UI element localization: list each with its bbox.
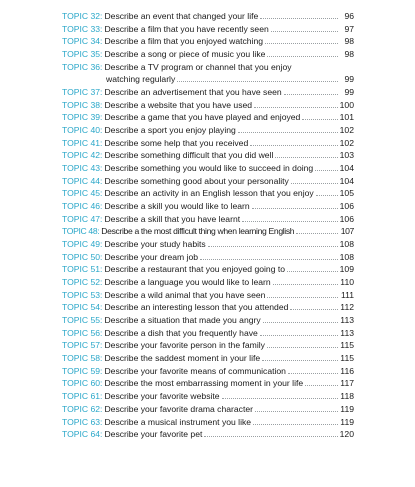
toc-entry-59[interactable] [62, 365, 354, 378]
toc-entry-54[interactable] [62, 301, 354, 314]
dot-leader [204, 436, 337, 437]
dot-leader [296, 233, 338, 234]
topic-title: Describe something difficult that you did well [104, 150, 274, 161]
dot-leader [315, 170, 337, 171]
page-number: 102 [339, 137, 354, 148]
topic-title: Describe a skill that you have learnt [104, 213, 241, 224]
topic-title: Describe some help that you received [104, 137, 249, 148]
page-number: 96 [344, 11, 354, 21]
dot-leader [284, 94, 338, 95]
topic-label: TOPIC 35: [62, 49, 103, 60]
page-number: 113 [340, 315, 354, 326]
toc-entry-61[interactable] [62, 390, 354, 403]
page-number: 104 [339, 163, 354, 174]
topic-label: TOPIC 64: [62, 429, 103, 440]
topic-label: TOPIC 52: [62, 277, 103, 288]
dot-leader [238, 132, 338, 133]
page-number: 108 [339, 251, 354, 262]
table-of-contents [62, 10, 354, 441]
toc-entry-63[interactable] [62, 416, 354, 429]
dot-leader [316, 195, 338, 196]
topic-title: Describe an advertisement that you have seen [104, 87, 282, 98]
toc-entry-55[interactable] [62, 314, 354, 327]
topic-label: TOPIC 49: [62, 239, 103, 250]
dot-leader [302, 119, 337, 120]
topic-label: TOPIC 50: [62, 251, 103, 262]
topic-label: TOPIC 53: [62, 289, 103, 300]
dot-leader [291, 183, 338, 184]
topic-label: TOPIC 45: [62, 188, 103, 199]
page-number: 116 [340, 365, 354, 376]
dot-leader [271, 31, 338, 32]
toc-entry-64[interactable] [62, 428, 354, 441]
toc-entry-42[interactable] [62, 149, 354, 162]
topic-title: Describe a situation that made you angry [104, 315, 261, 326]
topic-title: Describe your dream job [104, 251, 199, 262]
page-number: 104 [339, 175, 354, 186]
toc-entry-62[interactable] [62, 403, 354, 416]
toc-entry-39[interactable] [62, 111, 354, 124]
toc-entry-48[interactable] [62, 225, 354, 238]
toc-entry-36[interactable] [62, 61, 354, 86]
topic-title: Describe a skill you would like to learn [104, 201, 250, 212]
topic-label: TOPIC 56: [62, 327, 103, 338]
dot-leader [262, 360, 338, 361]
topic-title: Describe an event that changed your life [104, 11, 259, 21]
topic-label: TOPIC 46: [62, 201, 103, 212]
page-number: 110 [340, 277, 354, 288]
dot-leader [263, 322, 338, 323]
dot-leader [287, 271, 338, 272]
topic-title: Describe a musical instrument you like [104, 416, 252, 427]
topic-title: Describe something good about your personality [104, 175, 289, 186]
page-number: 98 [344, 49, 354, 60]
topic-title: Describe a language you would like to learn [104, 277, 271, 288]
page-number: 103 [339, 150, 354, 161]
dot-leader [267, 347, 338, 348]
page-number: 113 [340, 327, 354, 338]
topic-label: TOPIC 39: [62, 112, 103, 123]
page-number: 119 [340, 416, 354, 427]
dot-leader [265, 43, 338, 44]
topic-label: TOPIC 59: [62, 365, 103, 376]
toc-entry-43[interactable] [62, 162, 354, 175]
topic-label: TOPIC 60: [62, 378, 103, 389]
toc-entry-38[interactable] [62, 99, 354, 112]
dot-leader [288, 373, 338, 374]
topic-label: TOPIC 44: [62, 175, 103, 186]
dot-leader [260, 18, 338, 19]
topic-title: Describe your study habits [104, 239, 206, 250]
topic-label: TOPIC 32: [62, 11, 103, 21]
topic-label: TOPIC 38: [62, 99, 103, 110]
toc-entry-45[interactable] [62, 187, 354, 200]
topic-title: Describe the saddest moment in your life [104, 353, 261, 364]
topic-title: Describe your favorite website [104, 391, 220, 402]
topic-label: TOPIC 33: [62, 23, 103, 34]
topic-title: Describe an activity in an English lesson that you enjoy [104, 188, 314, 199]
topic-label: TOPIC 42: [62, 150, 103, 161]
page-number: 112 [340, 302, 354, 313]
toc-entry-33[interactable] [62, 23, 354, 36]
dot-leader [253, 424, 338, 425]
dot-leader [290, 309, 338, 310]
page-number: 106 [339, 201, 354, 212]
topic-title: Describe an interesting lesson that you attended [104, 302, 289, 313]
toc-entry-44[interactable] [62, 175, 354, 188]
page-number: 109 [339, 264, 354, 275]
dot-leader [254, 107, 338, 108]
topic-title-continued: watching regularly [106, 74, 176, 85]
dot-leader [267, 297, 338, 298]
dot-leader [208, 246, 338, 247]
topic-title: Describe a wild animal that you have seen [104, 289, 266, 300]
topic-label: TOPIC 63: [62, 416, 103, 427]
page-number: 107 [340, 226, 354, 237]
dot-leader [250, 145, 337, 146]
topic-label: TOPIC 48: [62, 226, 100, 237]
page-number: 101 [339, 112, 354, 123]
page-number: 115 [340, 340, 354, 351]
page-number: 108 [339, 239, 354, 250]
dot-leader [275, 157, 337, 158]
dot-leader [273, 284, 338, 285]
page-number: 98 [344, 36, 354, 47]
dot-leader [267, 56, 338, 57]
topic-title: Describe something you would like to succeed in doing [104, 163, 314, 174]
topic-title: Describe your favorite drama character [104, 403, 253, 414]
topic-title: Describe a the most difficult thing when learning English [101, 226, 295, 237]
dot-leader [242, 221, 338, 222]
topic-label: TOPIC 41: [62, 137, 103, 148]
toc-entry-41[interactable] [62, 137, 354, 150]
toc-entry-37[interactable] [62, 86, 354, 99]
topic-title: Describe a film that you enjoyed watching [104, 36, 264, 47]
topic-label: TOPIC 43: [62, 163, 103, 174]
toc-entry-32[interactable] [62, 10, 354, 23]
topic-title: Describe your favorite person in the family [104, 340, 265, 351]
topic-label: TOPIC 51: [62, 264, 103, 275]
topic-title: Describe a website that you have used [104, 99, 253, 110]
toc-entry-46[interactable] [62, 200, 354, 213]
toc-entry-53[interactable] [62, 289, 354, 302]
toc-entry-47[interactable] [62, 213, 354, 226]
dot-leader [222, 398, 338, 399]
toc-entry-58[interactable] [62, 352, 354, 365]
toc-entry-52[interactable] [62, 276, 354, 289]
topic-label: TOPIC 55: [62, 315, 103, 326]
dot-leader [177, 81, 338, 82]
topic-label: TOPIC 62: [62, 403, 103, 414]
topic-label: TOPIC 58: [62, 353, 103, 364]
topic-title: Describe a film that you have recently seen [104, 23, 269, 34]
page-number: 118 [340, 391, 354, 402]
page-number: 102 [339, 125, 354, 136]
page-number: 115 [340, 353, 354, 364]
toc-entry-56[interactable] [62, 327, 354, 340]
dot-leader [305, 385, 338, 386]
dot-leader [255, 411, 338, 412]
page-number: 111 [340, 289, 354, 300]
topic-title: Describe a sport you enjoy playing [104, 125, 236, 136]
topic-label: TOPIC 54: [62, 302, 103, 313]
topic-label: TOPIC 57: [62, 340, 103, 351]
page-number: 120 [339, 429, 354, 440]
topic-title: Describe a dish that you frequently have [104, 327, 258, 338]
topic-label: TOPIC 47: [62, 213, 103, 224]
toc-entry-57[interactable] [62, 339, 354, 352]
toc-entry-60[interactable] [62, 377, 354, 390]
page-number: 117 [340, 378, 354, 389]
topic-title: Describe a game that you have played and enjoyed [104, 112, 301, 123]
toc-entry-34[interactable] [62, 35, 354, 48]
topic-title: Describe a restaurant that you enjoyed going to [104, 264, 286, 275]
page-number: 119 [340, 403, 354, 414]
topic-label: TOPIC 36: [62, 61, 103, 72]
toc-entry-49[interactable] [62, 238, 354, 251]
toc-entry-51[interactable] [62, 263, 354, 276]
topic-label: TOPIC 37: [62, 87, 103, 98]
topic-title: Describe the most embarrassing moment in your life [104, 378, 304, 389]
toc-entry-50[interactable] [62, 251, 354, 264]
topic-label: TOPIC 34: [62, 36, 103, 47]
toc-entry-40[interactable] [62, 124, 354, 137]
page-number: 99 [344, 87, 354, 98]
topic-title: Describe your favorite pet [104, 429, 203, 440]
toc-entry-35[interactable] [62, 48, 354, 61]
topic-title: Describe a TV program or channel that you enjoy [104, 61, 292, 72]
page-number: 106 [339, 213, 354, 224]
topic-label: TOPIC 40: [62, 125, 103, 136]
dot-leader [200, 259, 338, 260]
topic-label: TOPIC 61: [62, 391, 103, 402]
page-number: 99 [344, 74, 354, 85]
dot-leader [252, 208, 338, 209]
page-number: 97 [344, 23, 354, 34]
page-number: 105 [339, 188, 354, 199]
topic-title: Describe a song or piece of music you like [104, 49, 266, 60]
dot-leader [260, 335, 338, 336]
page-number: 100 [339, 99, 354, 110]
topic-title: Describe your favorite means of communication [104, 365, 286, 376]
